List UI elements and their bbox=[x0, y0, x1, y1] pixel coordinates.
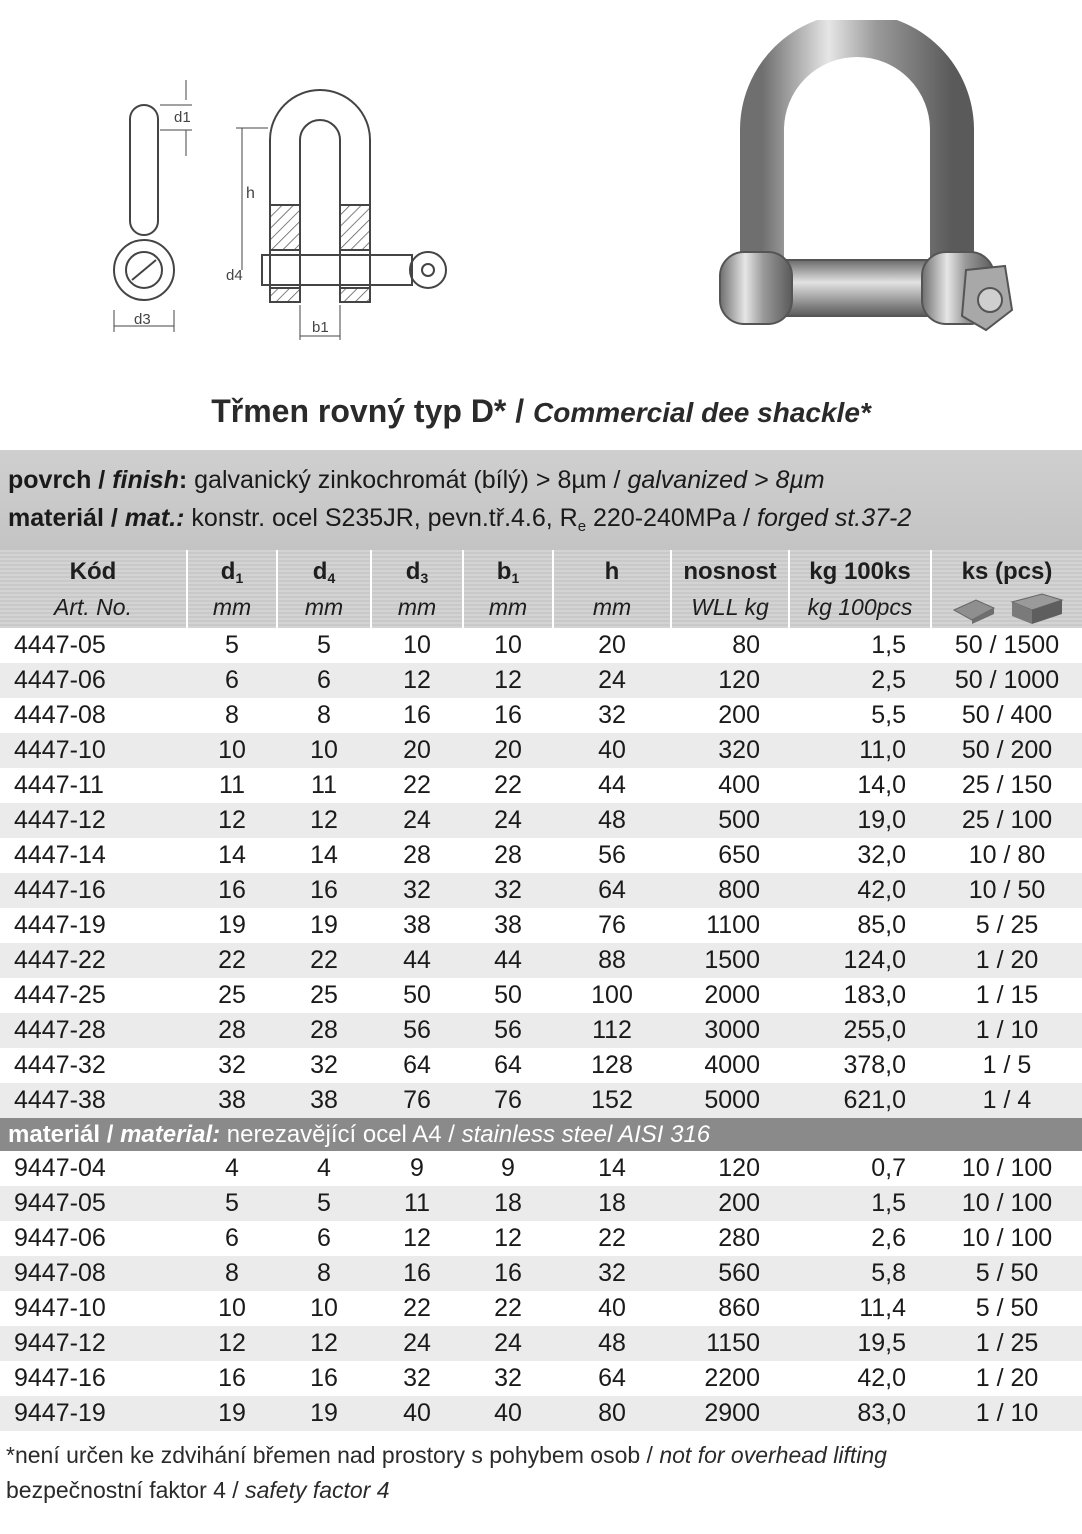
cell-h: 56 bbox=[598, 841, 626, 869]
cell-h: 80 bbox=[598, 1399, 626, 1427]
cell-pcs: 10 / 100 bbox=[961, 1189, 1053, 1217]
cell-pcs: 1 / 10 bbox=[975, 1399, 1039, 1427]
cell-d3: 16 bbox=[403, 701, 431, 729]
dim-label-h: h bbox=[246, 185, 255, 202]
cell-b1: 10 bbox=[494, 631, 522, 659]
finish-line bbox=[8, 466, 825, 495]
cell-d3: 20 bbox=[403, 736, 431, 764]
cell-d3: 24 bbox=[403, 1329, 431, 1357]
cell-h: 152 bbox=[591, 1086, 633, 1114]
cell-weight: 1,5 bbox=[871, 631, 906, 659]
cell-code: 4447-19 bbox=[14, 911, 106, 939]
cell-code: 9447-08 bbox=[14, 1259, 106, 1287]
table-row bbox=[0, 1326, 1082, 1361]
cell-d1: 12 bbox=[218, 1329, 246, 1357]
cell-b1: 38 bbox=[494, 911, 522, 939]
table-row bbox=[0, 663, 1082, 698]
cell-wll: 5000 bbox=[704, 1086, 760, 1114]
cell-code: 4447-28 bbox=[14, 1016, 106, 1044]
cell-weight: 42,0 bbox=[857, 1364, 906, 1392]
table-row bbox=[0, 1396, 1082, 1431]
cell-h: 22 bbox=[598, 1224, 626, 1252]
finish-colon: : bbox=[178, 466, 188, 494]
material-value-cz: konstr. ocel S235JR, pevn.tř.4.6, R bbox=[184, 504, 578, 532]
cell-weight: 19,5 bbox=[857, 1329, 906, 1357]
cell-d3: 32 bbox=[403, 1364, 431, 1392]
cell-h: 48 bbox=[598, 1329, 626, 1357]
cell-b1: 20 bbox=[494, 736, 522, 764]
cell-pcs: 10 / 80 bbox=[968, 841, 1046, 869]
cell-h: 18 bbox=[598, 1189, 626, 1217]
col-header-d4 bbox=[278, 550, 370, 628]
title-en: Commercial dee shackle* bbox=[533, 397, 871, 428]
cell-b1: 16 bbox=[494, 701, 522, 729]
table-row bbox=[0, 1048, 1082, 1083]
cell-h: 64 bbox=[598, 1364, 626, 1392]
cell-d1: 38 bbox=[218, 1086, 246, 1114]
cell-d1: 10 bbox=[218, 1294, 246, 1322]
cell-d4: 8 bbox=[317, 701, 331, 729]
col-header-unit: mm bbox=[212, 594, 252, 620]
cell-wll: 120 bbox=[718, 666, 760, 694]
section-label-en: material: bbox=[120, 1121, 221, 1148]
cell-d4: 22 bbox=[310, 946, 338, 974]
cell-weight: 2,6 bbox=[871, 1224, 906, 1252]
spec-band bbox=[0, 450, 1082, 550]
cell-wll: 1100 bbox=[706, 911, 760, 939]
cell-pcs: 50 / 400 bbox=[961, 701, 1053, 729]
col-header-label: $d_3$ bbox=[405, 558, 429, 586]
table-row bbox=[0, 978, 1082, 1013]
cell-wll: 860 bbox=[718, 1294, 760, 1322]
col-header-unit: Art. No. bbox=[54, 594, 132, 620]
cell-wll: 500 bbox=[718, 806, 760, 834]
col-header-code bbox=[0, 550, 186, 628]
material-value-sub: e bbox=[577, 518, 587, 535]
cell-wll: 200 bbox=[718, 701, 760, 729]
table-row bbox=[0, 943, 1082, 978]
cell-code: 9447-19 bbox=[14, 1399, 106, 1427]
cell-d1: 4 bbox=[225, 1154, 239, 1182]
cell-weight: 621,0 bbox=[843, 1086, 906, 1114]
cell-code: 9447-16 bbox=[14, 1364, 106, 1392]
cell-pcs: 5 / 50 bbox=[975, 1294, 1039, 1322]
material-value-en: forged st.37-2 bbox=[757, 504, 912, 532]
col-header-unit: mm bbox=[488, 594, 528, 620]
footnote-safety bbox=[6, 1477, 390, 1504]
col-header-label: h bbox=[604, 558, 620, 585]
cell-b1: 22 bbox=[494, 1294, 522, 1322]
table-row bbox=[0, 733, 1082, 768]
cell-d4: 8 bbox=[317, 1259, 331, 1287]
cell-h: 40 bbox=[598, 736, 626, 764]
cell-h: 64 bbox=[598, 876, 626, 904]
cell-wll: 2000 bbox=[704, 981, 760, 1009]
cell-b1: 32 bbox=[494, 1364, 522, 1392]
cell-pcs: 50 / 200 bbox=[961, 736, 1053, 764]
cell-pcs: 1 / 20 bbox=[975, 1364, 1039, 1392]
table-row bbox=[0, 1186, 1082, 1221]
table-row bbox=[0, 803, 1082, 838]
cell-pcs: 10 / 100 bbox=[961, 1154, 1053, 1182]
cell-wll: 560 bbox=[718, 1259, 760, 1287]
cell-wll: 650 bbox=[718, 841, 760, 869]
cell-d3: 9 bbox=[410, 1154, 424, 1182]
cell-code: 4447-32 bbox=[14, 1051, 106, 1079]
cell-d4: 28 bbox=[310, 1016, 338, 1044]
col-header-unit: WLL kg bbox=[691, 594, 769, 620]
cell-d1: 19 bbox=[218, 911, 246, 939]
cell-d3: 76 bbox=[403, 1086, 431, 1114]
cell-d4: 12 bbox=[310, 806, 338, 834]
footnote-1-en: not for overhead lifting bbox=[659, 1442, 887, 1468]
cell-wll: 2200 bbox=[704, 1364, 760, 1392]
cell-code: 4447-25 bbox=[14, 981, 106, 1009]
cell-wll: 1150 bbox=[706, 1329, 760, 1357]
dim-label-d3: d3 bbox=[134, 311, 151, 328]
cell-pcs: 1 / 10 bbox=[975, 1016, 1039, 1044]
cell-weight: 83,0 bbox=[857, 1399, 906, 1427]
cell-code: 9447-04 bbox=[14, 1154, 106, 1182]
cell-h: 48 bbox=[598, 806, 626, 834]
col-header-label: nosnost bbox=[683, 558, 777, 585]
cell-b1: 32 bbox=[494, 876, 522, 904]
cell-d3: 22 bbox=[403, 771, 431, 799]
cell-pcs: 5 / 25 bbox=[975, 911, 1039, 939]
cell-d1: 12 bbox=[218, 806, 246, 834]
cell-code: 4447-12 bbox=[14, 806, 106, 834]
col-header-unit: kg 100pcs bbox=[807, 594, 913, 620]
cell-weight: 5,8 bbox=[871, 1259, 906, 1287]
cell-d1: 32 bbox=[218, 1051, 246, 1079]
product-table bbox=[0, 628, 1082, 1431]
cell-code: 4447-38 bbox=[14, 1086, 106, 1114]
section-label-cz: materiál / bbox=[8, 1121, 121, 1148]
table-row bbox=[0, 1291, 1082, 1326]
cell-b1: 18 bbox=[494, 1189, 522, 1217]
cell-weight: 85,0 bbox=[857, 911, 906, 939]
table-row bbox=[0, 1221, 1082, 1256]
material-label-cz: materiál / bbox=[8, 504, 125, 532]
cell-d3: 28 bbox=[403, 841, 431, 869]
material-label-en: mat.: bbox=[124, 504, 185, 532]
dim-label-d1: d1 bbox=[174, 109, 191, 126]
cell-h: 24 bbox=[598, 666, 626, 694]
cell-h: 32 bbox=[598, 701, 626, 729]
cell-d3: 16 bbox=[403, 1259, 431, 1287]
material-line bbox=[8, 504, 911, 535]
cell-weight: 11,4 bbox=[859, 1294, 906, 1322]
cell-weight: 19,0 bbox=[857, 806, 906, 834]
cell-b1: 12 bbox=[494, 1224, 522, 1252]
cell-d3: 11 bbox=[404, 1189, 430, 1217]
cell-d1: 11 bbox=[219, 771, 245, 799]
cell-weight: 14,0 bbox=[857, 771, 906, 799]
cell-code: 4447-16 bbox=[14, 876, 106, 904]
cell-d3: 44 bbox=[403, 946, 431, 974]
cell-d1: 8 bbox=[225, 1259, 239, 1287]
cell-d4: 25 bbox=[310, 981, 338, 1009]
cell-weight: 2,5 bbox=[871, 666, 906, 694]
cell-d4: 5 bbox=[317, 631, 331, 659]
cell-d1: 5 bbox=[225, 1189, 239, 1217]
cell-d1: 6 bbox=[225, 1224, 239, 1252]
cell-pcs: 1 / 4 bbox=[982, 1086, 1032, 1114]
page-title bbox=[0, 393, 1082, 430]
cell-h: 44 bbox=[598, 771, 626, 799]
cell-wll: 2900 bbox=[704, 1399, 760, 1427]
cell-d3: 56 bbox=[403, 1016, 431, 1044]
cell-h: 20 bbox=[598, 631, 626, 659]
cell-wll: 4000 bbox=[704, 1051, 760, 1079]
footnote-overhead bbox=[6, 1442, 887, 1469]
cell-code: 4447-05 bbox=[14, 631, 106, 659]
cell-code: 9447-12 bbox=[14, 1329, 106, 1357]
cell-wll: 400 bbox=[718, 771, 760, 799]
cell-b1: 22 bbox=[494, 771, 522, 799]
cell-code: 4447-11 bbox=[14, 771, 104, 799]
cell-h: 14 bbox=[598, 1154, 626, 1182]
cell-b1: 28 bbox=[494, 841, 522, 869]
cell-d4: 5 bbox=[317, 1189, 331, 1217]
cell-h: 100 bbox=[591, 981, 633, 1009]
cell-code: 9447-06 bbox=[14, 1224, 106, 1252]
cell-d1: 28 bbox=[218, 1016, 246, 1044]
dim-label-d4: d4 bbox=[226, 267, 243, 284]
col-header-d1 bbox=[188, 550, 276, 628]
cell-d3: 38 bbox=[403, 911, 431, 939]
cell-d3: 12 bbox=[403, 666, 431, 694]
cell-wll: 1500 bbox=[704, 946, 760, 974]
section-value-cz: nerezavějící ocel A4 / bbox=[220, 1121, 462, 1148]
col-header-label: kg 100ks bbox=[809, 558, 911, 585]
cell-wll: 320 bbox=[718, 736, 760, 764]
cell-d1: 16 bbox=[218, 1364, 246, 1392]
table-row bbox=[0, 1013, 1082, 1048]
cell-d4: 4 bbox=[317, 1154, 331, 1182]
cell-pcs: 1 / 5 bbox=[982, 1051, 1032, 1079]
cell-pcs: 5 / 50 bbox=[975, 1259, 1039, 1287]
cell-b1: 12 bbox=[494, 666, 522, 694]
cell-d1: 14 bbox=[218, 841, 246, 869]
cell-weight: 378,0 bbox=[843, 1051, 906, 1079]
cell-d4: 6 bbox=[317, 1224, 331, 1252]
cell-d4: 38 bbox=[310, 1086, 338, 1114]
cell-pcs: 25 / 150 bbox=[961, 771, 1053, 799]
cell-d1: 10 bbox=[218, 736, 246, 764]
cell-code: 4447-22 bbox=[14, 946, 106, 974]
footnote-1-cz: *není určen ke zdvihání břemen nad prostory s pohybem osob / bbox=[6, 1442, 660, 1468]
col-header-label: $d_4$ bbox=[312, 558, 336, 586]
cell-pcs: 1 / 20 bbox=[975, 946, 1039, 974]
cell-pcs: 50 / 1000 bbox=[954, 666, 1060, 694]
cell-weight: 183,0 bbox=[843, 981, 906, 1009]
cell-pcs: 1 / 15 bbox=[975, 981, 1039, 1009]
col-header-b1 bbox=[464, 550, 552, 628]
cell-d1: 22 bbox=[218, 946, 246, 974]
cell-d1: 5 bbox=[225, 631, 239, 659]
cell-pcs: 10 / 100 bbox=[961, 1224, 1053, 1252]
table-row bbox=[0, 838, 1082, 873]
col-header-unit: mm bbox=[397, 594, 437, 620]
cell-d3: 64 bbox=[403, 1051, 431, 1079]
dim-label-b1: b1 bbox=[312, 319, 329, 336]
cell-d3: 40 bbox=[403, 1399, 431, 1427]
table-row bbox=[0, 698, 1082, 733]
col-header-d3 bbox=[372, 550, 462, 628]
cell-d4: 16 bbox=[310, 876, 338, 904]
section-value-en: stainless steel AISI 316 bbox=[461, 1121, 711, 1148]
col-header-h bbox=[554, 550, 670, 628]
stainless-section-header bbox=[0, 1118, 1082, 1151]
material-value-cz2: 220-240MPa / bbox=[586, 504, 757, 532]
cell-b1: 76 bbox=[494, 1086, 522, 1114]
cell-h: 88 bbox=[598, 946, 626, 974]
cell-weight: 255,0 bbox=[843, 1016, 906, 1044]
cell-b1: 24 bbox=[494, 1329, 522, 1357]
front-view bbox=[236, 90, 446, 340]
cell-b1: 9 bbox=[501, 1154, 515, 1182]
col-header-unit: mm bbox=[592, 594, 632, 620]
table-row bbox=[0, 628, 1082, 663]
col-header-weight bbox=[790, 550, 930, 628]
cell-d4: 19 bbox=[310, 1399, 338, 1427]
cell-pcs: 10 / 50 bbox=[968, 876, 1046, 904]
cell-d4: 19 bbox=[310, 911, 338, 939]
cell-b1: 64 bbox=[494, 1051, 522, 1079]
cell-pcs: 25 / 100 bbox=[961, 806, 1053, 834]
cell-wll: 80 bbox=[732, 631, 760, 659]
cell-d1: 8 bbox=[225, 701, 239, 729]
footnote-2-cz: bezpečnostní faktor 4 / bbox=[6, 1477, 246, 1503]
cell-d3: 22 bbox=[403, 1294, 431, 1322]
cell-code: 4447-14 bbox=[14, 841, 106, 869]
col-header-label: ks (pcs) bbox=[961, 558, 1053, 585]
finish-label-en: finish bbox=[112, 466, 179, 494]
cell-wll: 800 bbox=[718, 876, 760, 904]
cell-weight: 1,5 bbox=[871, 1189, 906, 1217]
cell-wll: 200 bbox=[718, 1189, 760, 1217]
shackle-photo bbox=[700, 20, 1020, 350]
cell-d4: 12 bbox=[310, 1329, 338, 1357]
cell-b1: 16 bbox=[494, 1259, 522, 1287]
box-icons bbox=[950, 590, 1064, 624]
cell-b1: 44 bbox=[494, 946, 522, 974]
cell-pcs: 1 / 25 bbox=[975, 1329, 1039, 1357]
cell-d4: 16 bbox=[310, 1364, 338, 1392]
cell-code: 4447-10 bbox=[14, 736, 106, 764]
cell-weight: 5,5 bbox=[871, 701, 906, 729]
cell-wll: 120 bbox=[718, 1154, 760, 1182]
cell-weight: 32,0 bbox=[857, 841, 906, 869]
cell-wll: 280 bbox=[718, 1224, 760, 1252]
col-header-pcs bbox=[932, 550, 1082, 628]
table-row bbox=[0, 1151, 1082, 1186]
col-header-label: $d_1$ bbox=[220, 558, 244, 586]
cell-code: 9447-10 bbox=[14, 1294, 106, 1322]
table-row bbox=[0, 1083, 1082, 1118]
small-box-icon bbox=[954, 600, 994, 624]
cell-weight: 11,0 bbox=[859, 736, 906, 764]
cell-d3: 32 bbox=[403, 876, 431, 904]
cell-h: 32 bbox=[598, 1259, 626, 1287]
technical-drawing bbox=[100, 70, 460, 350]
cell-d4: 10 bbox=[310, 736, 338, 764]
cell-d1: 6 bbox=[225, 666, 239, 694]
table-row bbox=[0, 908, 1082, 943]
cell-code: 9447-05 bbox=[14, 1189, 106, 1217]
cell-h: 40 bbox=[598, 1294, 626, 1322]
table-row bbox=[0, 1256, 1082, 1291]
cell-d4: 10 bbox=[310, 1294, 338, 1322]
col-header-unit: mm bbox=[304, 594, 344, 620]
cell-b1: 40 bbox=[494, 1399, 522, 1427]
cell-b1: 24 bbox=[494, 806, 522, 834]
table-row bbox=[0, 768, 1082, 803]
cell-d4: 6 bbox=[317, 666, 331, 694]
cell-d4: 14 bbox=[310, 841, 338, 869]
cell-pcs: 50 / 1500 bbox=[954, 631, 1060, 659]
cell-d4: 32 bbox=[310, 1051, 338, 1079]
finish-value-cz: galvanický zinkochromát (bílý) > 8µm / bbox=[187, 466, 628, 494]
cell-h: 112 bbox=[592, 1016, 632, 1044]
cell-d3: 12 bbox=[403, 1224, 431, 1252]
finish-value-en: galvanized > 8µm bbox=[627, 466, 825, 494]
footnote-2-en: safety factor 4 bbox=[245, 1477, 390, 1503]
col-header-wll bbox=[672, 550, 788, 628]
col-header-label: $b_1$ bbox=[496, 558, 520, 586]
col-header-label: Kód bbox=[69, 558, 117, 585]
cell-code: 4447-06 bbox=[14, 666, 106, 694]
cell-wll: 3000 bbox=[704, 1016, 760, 1044]
cell-h: 128 bbox=[591, 1051, 633, 1079]
cell-b1: 56 bbox=[494, 1016, 522, 1044]
title-cz: Třmen rovný typ D* / bbox=[211, 393, 534, 429]
cell-weight: 42,0 bbox=[857, 876, 906, 904]
cell-code: 4447-08 bbox=[14, 701, 106, 729]
large-box-icon bbox=[1012, 594, 1062, 624]
table-row bbox=[0, 1361, 1082, 1396]
finish-label-cz: povrch / bbox=[8, 466, 113, 494]
cell-d4: 11 bbox=[311, 771, 337, 799]
cell-weight: 0,7 bbox=[871, 1154, 906, 1182]
cell-d1: 25 bbox=[218, 981, 246, 1009]
cell-weight: 124,0 bbox=[843, 946, 906, 974]
cell-h: 76 bbox=[598, 911, 626, 939]
cell-b1: 50 bbox=[494, 981, 522, 1009]
cell-d1: 19 bbox=[218, 1399, 246, 1427]
cell-d1: 16 bbox=[218, 876, 246, 904]
cell-d3: 24 bbox=[403, 806, 431, 834]
cell-d3: 50 bbox=[403, 981, 431, 1009]
cell-d3: 10 bbox=[403, 631, 431, 659]
table-row bbox=[0, 873, 1082, 908]
